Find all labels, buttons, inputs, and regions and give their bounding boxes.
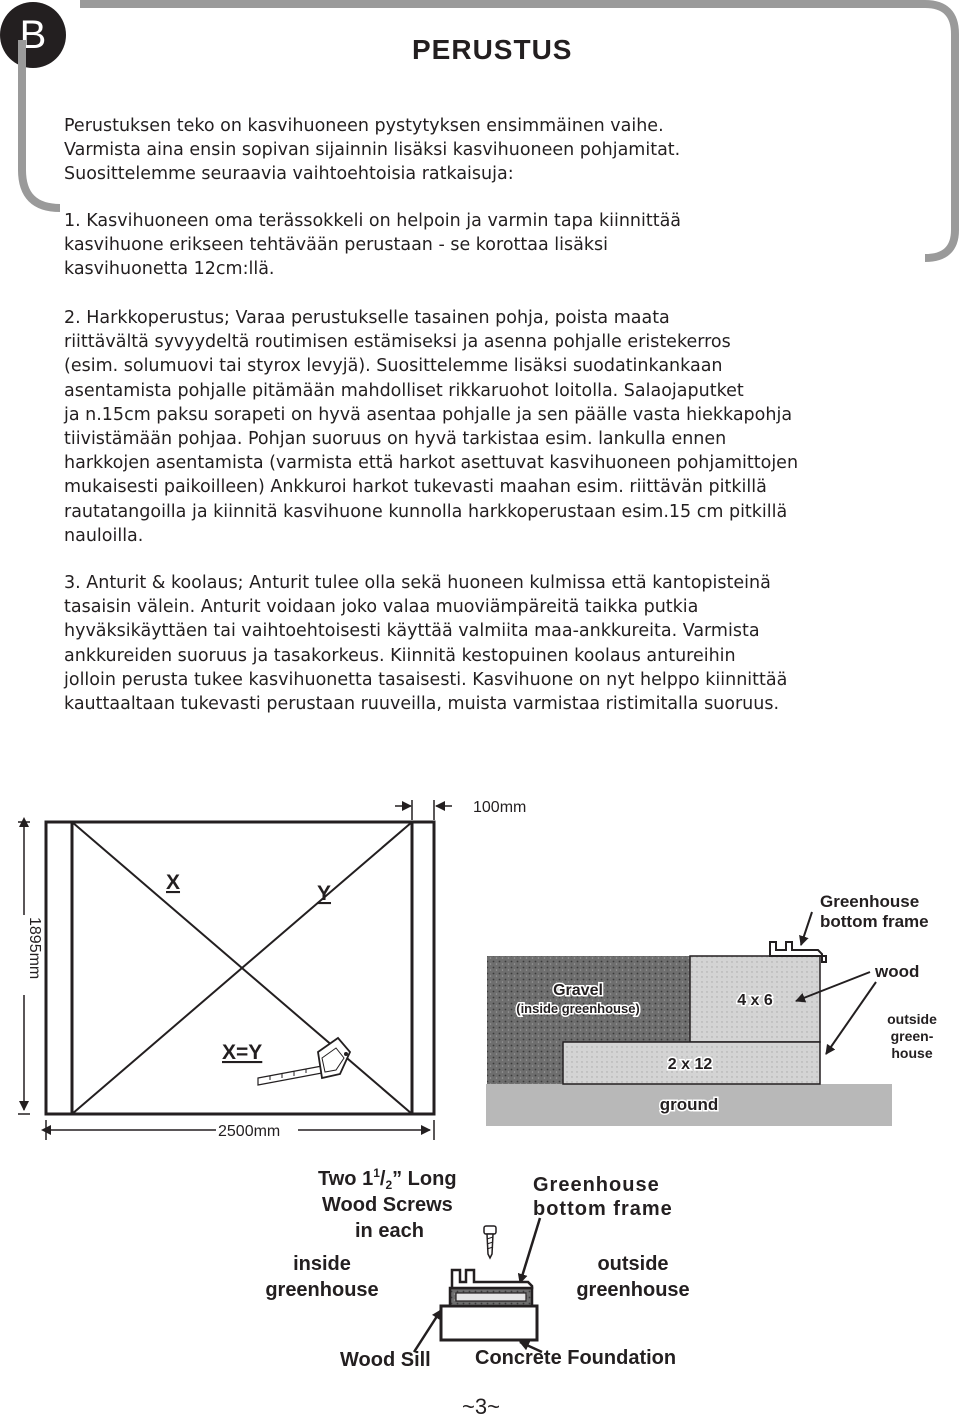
frame-label: bottom frame	[820, 912, 929, 931]
screws-label: in each	[355, 1220, 424, 1242]
item-3-line: jolloin perusta tukee kasvihuonetta tasaisesti. Kasvihuone on nyt helppo kiinnittää	[64, 669, 788, 690]
page-number: ~3~	[462, 1394, 500, 1419]
gravel-sublabel: (inside greenhouse)	[516, 1001, 640, 1016]
item-2-line: tiivistämään pohjaa. Pohjan suoruus on hyvä tarkistaa esim. lankulla ennen	[64, 428, 727, 449]
frame-label: Greenhouse	[820, 892, 920, 911]
screw-icon	[484, 1226, 496, 1258]
ground-label: ground	[659, 1095, 719, 1114]
item-2-line: riittävältä syvyydeltä routimisen estämiseksi ja asenna pohjalle eristekerros	[64, 332, 731, 353]
item-2-line: harkkojen asentamista (varmista että harkot asettuvat kasvihuoneen pohjamittojen	[64, 453, 799, 474]
item-2-line: 2. Harkkoperustus; Varaa perustukselle tasainen pohja, poista maata	[64, 308, 670, 328]
dim-side-label: 1895mm	[26, 917, 43, 980]
sill-frame-arrow	[520, 1218, 540, 1283]
item-3-line: 3. Anturit & koolaus; Anturit tulee olla sekä huoneen kulmissa että kantopisteinä	[64, 573, 771, 593]
item-2-line: mukaisesti paikoilleen) Ankkuroi harkot tukevasti maahan esim. riittävän pitkillä	[64, 477, 767, 498]
sill-frame-label: Greenhouse	[533, 1174, 660, 1196]
outside-label: outside	[887, 1011, 937, 1027]
wood-arrow	[826, 982, 876, 1054]
timber-2x12-label: 2 x 12	[667, 1056, 713, 1073]
outside-label: house	[891, 1045, 933, 1061]
item-2-line: rautatangoilla ja kiinnitä kasvihuone kunnolla harkkoperustaan esim.15 cm pitkillä	[64, 501, 788, 522]
outside-label: outside	[597, 1253, 669, 1275]
intro-line: Perustuksen teko on kasvihuoneen pystytyksen ensimmäinen vaihe.	[64, 116, 664, 136]
inside-label: greenhouse	[265, 1279, 379, 1301]
dim-bottom-label: 2500mm	[218, 1123, 281, 1140]
item-2-line: nauloilla.	[64, 525, 144, 546]
plan-frame-outer	[46, 822, 434, 1114]
section-badge: B	[0, 2, 66, 68]
screws-label: Two $1^1/_2$” Long	[318, 1166, 457, 1192]
item-3-line: hyväksikäyttäen tai vaihtoehtoisesti käyttää valmiita maa-ankkureita. Varmista	[64, 621, 760, 642]
diagonal-x-label: X	[166, 871, 181, 894]
sill-frame-label: bottom frame	[533, 1198, 673, 1220]
item-1-line: 1. Kasvihuoneen oma terässokkeli on helpoin ja varmin tapa kiinnittää	[64, 211, 682, 231]
outside-label: greenhouse	[576, 1279, 690, 1301]
tape-measure-icon	[258, 1038, 350, 1085]
wood-label: wood	[875, 962, 920, 981]
concrete-label: Concrete Foundation	[475, 1347, 677, 1369]
item-2-line: (esim. solumuovi tai styrox levyjä). Suosittelemme lisäksi suodatinkankaan	[64, 356, 723, 377]
timber-4x6-label: 4 x 6	[737, 992, 773, 1009]
section-view	[486, 892, 937, 1126]
item-3-line: tasaisin välein. Anturit voidaan joko valaa muoviämpäreitä taikka putkia	[64, 597, 699, 618]
item-2-line: ja n.15cm paksu sorapeti on hyvä asentaa pohjalle ja sen päälle vasta hiekkapohja	[64, 404, 793, 425]
concrete-foundation	[441, 1306, 537, 1340]
screws-label: Wood Screws	[322, 1194, 453, 1216]
plan-view	[16, 799, 526, 1140]
wood-sill-inner	[456, 1293, 526, 1301]
intro-line: Suosittelemme seuraavia vaihtoehtoisia ratkaisuja:	[64, 164, 514, 185]
item-3-line: kauttaaltaan tukevasti perustaan ruuveilla, muista varmistaa ristimitalla suoruus.	[64, 693, 780, 714]
frame-arrow	[801, 912, 812, 945]
diagonal-equal-label: X=Y	[222, 1041, 263, 1064]
inside-label: inside	[293, 1253, 351, 1275]
item-3-line: ankkureiden suoruus ja tasakorkeus. Kiinnitä kestopuinen koolaus antureihin	[64, 645, 736, 666]
gravel-label: Gravel	[553, 982, 603, 999]
dim-top-label: 100mm	[473, 799, 527, 816]
wood-sill-arrow	[414, 1310, 441, 1352]
page-title: PERUSTUS	[412, 34, 573, 65]
item-1-line: kasvihuone erikseen tehtävään perustaan - se korottaa lisäksi	[64, 235, 608, 256]
outside-label: green-	[890, 1028, 934, 1044]
wood-sill-label: Wood Sill	[340, 1349, 431, 1371]
item-1-line: kasvihuonetta 12cm:llä.	[64, 259, 275, 280]
item-2-line: asentamista pohjalle pitämään mahdolliset rikkaruohot loitolla. Salaojaputket	[64, 380, 744, 401]
diagonal-y-label: Y	[317, 882, 332, 905]
intro-line: Varmista aina ensin sopivan sijainnin lisäksi kasvihuoneen pohjamitat.	[64, 140, 681, 161]
sill-detail	[265, 1166, 689, 1371]
